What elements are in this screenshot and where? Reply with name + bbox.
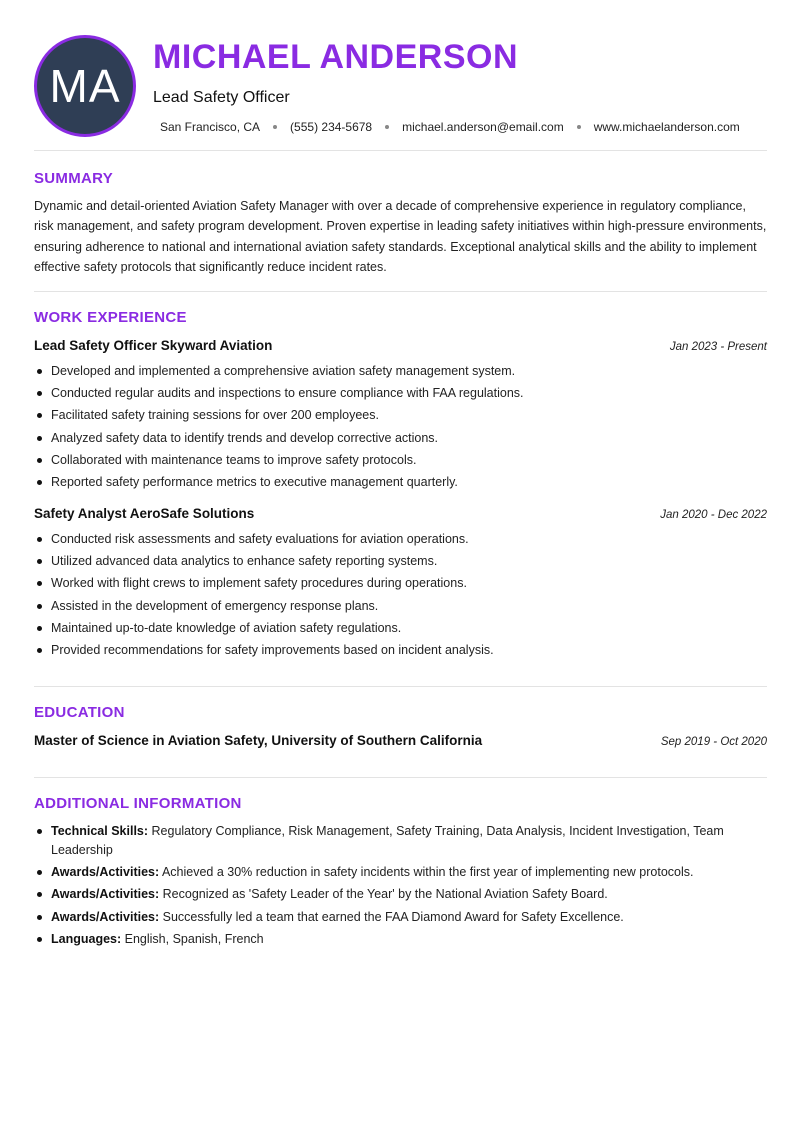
job-dates: Jan 2023 - Present [669, 341, 767, 353]
info-text: English, Spanish, French [124, 931, 264, 946]
section-divider [34, 777, 767, 778]
list-item [34, 908, 767, 927]
info-text: Achieved a 30% reduction in safety incidents within the first year of implementing new protocols. [161, 865, 694, 880]
experience-heading: WORK EXPERIENCE [34, 309, 187, 326]
list-item: Maintained up-to-date knowledge of aviation safety regulations. [34, 617, 767, 639]
info-label: Awards/Activities: [51, 887, 160, 902]
job-bullets [34, 360, 767, 493]
summary-heading: SUMMARY [34, 170, 114, 187]
list-item: Utilized advanced data analytics to enhance safety reporting systems. [34, 550, 767, 572]
list-item: Conducted regular audits and inspections to ensure compliance with FAA regulations. [34, 382, 767, 404]
list-item: Collaborated with maintenance teams to improve safety protocols. [34, 449, 767, 471]
info-label: Languages: [51, 931, 122, 946]
info-text: Regulatory Compliance, Risk Management, Safety Training, Data Analysis, Incident Investigation, Team Leadership [51, 824, 724, 857]
contact-website[interactable]: www.michaelanderson.com [593, 120, 740, 134]
contact-phone: (555) 234-5678 [290, 120, 373, 134]
list-item: Provided recommendations for safety improvements based on incident analysis. [34, 639, 767, 661]
list-item: Developed and implemented a comprehensive aviation safety management system. [34, 360, 767, 382]
job-title: Safety Analyst AeroSafe Solutions [34, 506, 255, 521]
job-header [34, 506, 767, 521]
contact-line [160, 120, 740, 134]
additional-heading: ADDITIONAL INFORMATION [34, 795, 242, 812]
candidate-name: MICHAEL ANDERSON [153, 38, 519, 76]
list-item: Conducted risk assessments and safety evaluations for aviation operations. [34, 528, 767, 550]
dot-separator [385, 125, 389, 129]
list-item: Reported safety performance metrics to executive management quarterly. [34, 471, 767, 493]
education-heading: EDUCATION [34, 704, 125, 721]
degree-title: Master of Science in Aviation Safety, University of Southern California [34, 733, 483, 748]
avatar [34, 35, 136, 137]
avatar-initials: MA [49, 60, 121, 112]
list-item [34, 822, 767, 860]
education-entry [34, 733, 767, 748]
info-label: Technical Skills: [51, 824, 149, 838]
list-item: Analyzed safety data to identify trends and develop corrective actions. [34, 427, 767, 449]
list-item [34, 885, 767, 904]
job-title: Lead Safety Officer Skyward Aviation [34, 338, 273, 353]
job-dates: Jan 2020 - Dec 2022 [660, 509, 767, 521]
info-text: Recognized as 'Safety Leader of the Year' by the National Aviation Safety Board. [162, 887, 608, 902]
section-divider [34, 150, 767, 151]
job-role: Lead Safety Officer [153, 89, 290, 106]
info-label: Awards/Activities: [51, 909, 160, 924]
list-item: Worked with flight crews to implement safety procedures during operations. [34, 572, 767, 594]
list-item [34, 930, 767, 949]
education-dates: Sep 2019 - Oct 2020 [660, 736, 767, 748]
info-label: Awards/Activities: [51, 865, 160, 880]
dot-separator [273, 125, 277, 129]
list-item: Facilitated safety training sessions for over 200 employees. [34, 404, 767, 426]
contact-email[interactable]: michael.anderson@email.com [402, 120, 564, 134]
additional-list [34, 822, 767, 952]
summary-text: Dynamic and detail-oriented Aviation Safety Manager with over a decade of comprehensive experience in regulatory compliance, risk management, and safety program development. Proven expertise in leading safety initiatives within high-pressure environments, ensuring adherence to national and international aviation safety standards. Exceptional analytical skills and the ability to implement effective safety protocols that significantly reduce incident rates. [34, 199, 767, 274]
job-header [34, 338, 767, 353]
section-divider [34, 686, 767, 687]
list-item [34, 863, 767, 882]
contact-location: San Francisco, CA [160, 120, 261, 134]
dot-separator [577, 125, 581, 129]
section-divider [34, 291, 767, 292]
job-bullets [34, 528, 767, 661]
list-item: Assisted in the development of emergency response plans. [34, 595, 767, 617]
info-text: Successfully led a team that earned the FAA Diamond Award for Safety Excellence. [162, 909, 624, 924]
